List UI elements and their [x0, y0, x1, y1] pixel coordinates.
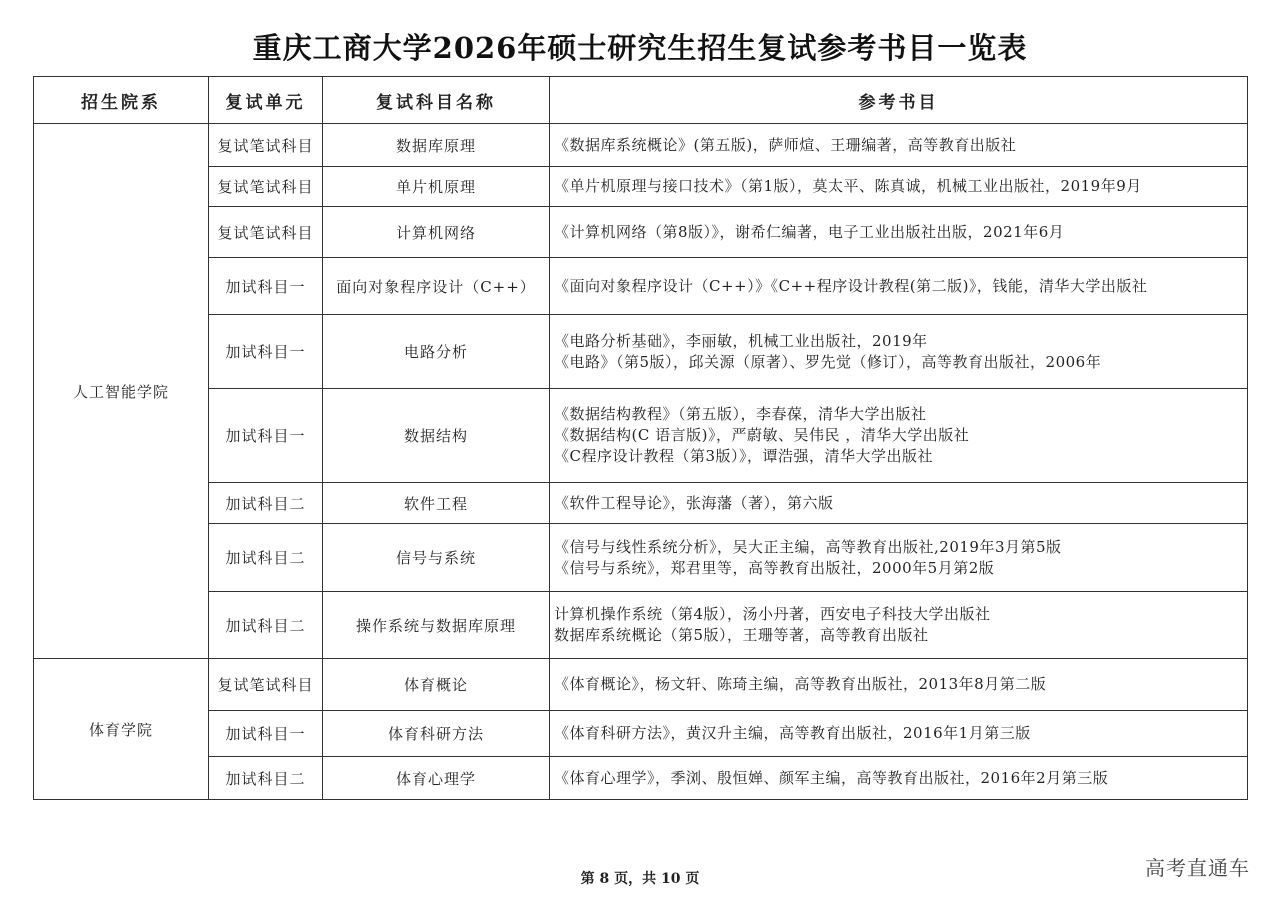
reference-line: 《电路分析基础》，李丽敏，机械工业出版社，2019年	[554, 331, 928, 350]
subject-cell: 信号与系统	[323, 524, 550, 592]
unit-cell: 加试科目一	[209, 389, 323, 483]
unit-cell: 加试科目二	[209, 483, 323, 524]
table-row	[34, 389, 1248, 483]
header-college: 招生院系	[34, 77, 209, 124]
unit-cell: 加试科目二	[209, 592, 323, 659]
reference-line: 《单片机原理与接口技术》（第1版），莫太平、陈真诚，机械工业出版社，2019年9月	[554, 177, 1142, 195]
subject-cell: 操作系统与数据库原理	[323, 592, 550, 659]
reference-cell	[550, 659, 1248, 711]
reference-line: 计算机操作系统（第4版），汤小丹著，西安电子科技大学出版社	[554, 605, 991, 623]
subject-cell: 体育概论	[323, 659, 550, 711]
subject-cell: 数据库原理	[323, 124, 550, 167]
reference-line: 《体育心理学》，季浏、殷恒婵、颜军主编，高等教育出版社，2016年2月第三版	[554, 768, 1109, 787]
reference-line: 《数据库系统概论》(第五版)，萨师煊、王珊编著，高等教育出版社	[554, 135, 1017, 154]
reference-cell	[550, 592, 1248, 659]
reference-cell	[550, 124, 1248, 167]
table-row	[34, 167, 1248, 207]
reference-line: 《数据结构教程》（第五版），李春葆，清华大学出版社	[554, 405, 927, 423]
subject-cell: 计算机网络	[323, 207, 550, 258]
reference-line: 《面向对象程序设计（C++）》《C++程序设计教程(第二版)》，钱能，清华大学出版社	[554, 276, 1148, 295]
reference-line: 《计算机网络（第8版）》，谢希仁编著，电子工业出版社出版，2021年6月	[554, 222, 1065, 241]
header-subject: 复试科目名称	[323, 77, 550, 124]
reference-cell	[550, 711, 1248, 757]
table-row	[34, 524, 1248, 592]
subject-cell: 电路分析	[323, 315, 550, 389]
reference-cell	[550, 524, 1248, 592]
page-title: 重庆工商大学2026年硕士研究生招生复试参考书目一览表	[252, 31, 1028, 65]
reference-line: 《信号与系统》，郑君里等，高等教育出版社，2000年5月第2版	[554, 558, 995, 577]
subject-cell: 体育心理学	[323, 757, 550, 800]
reference-cell	[550, 167, 1248, 207]
unit-cell: 复试笔试科目	[209, 124, 323, 167]
header-reference: 参考书目	[550, 77, 1248, 124]
table-row	[34, 124, 1248, 167]
reference-line: 《软件工程导论》，张海藩（著），第六版	[554, 493, 834, 512]
table-row	[34, 757, 1248, 800]
page-number: 第 8 页，共 10 页	[580, 871, 700, 887]
unit-cell: 加试科目一	[209, 258, 323, 315]
reference-line: 《信号与线性系统分析》，吴大正主编，高等教育出版社,2019年3月第5版	[554, 537, 1062, 556]
reference-line: 《体育概论》，杨文轩、陈琦主编，高等教育出版社，2013年8月第二版	[554, 675, 1047, 693]
header-unit: 复试单元	[209, 77, 323, 124]
table-row	[34, 315, 1248, 389]
watermark-text: 高考直通车	[1145, 856, 1250, 880]
reference-cell	[550, 389, 1248, 483]
reference-cell	[550, 258, 1248, 315]
table-row	[34, 659, 1248, 711]
reference-book-table	[33, 76, 1248, 800]
subject-cell: 体育科研方法	[323, 711, 550, 757]
reference-line: 《体育科研方法》，黄汉升主编，高等教育出版社，2016年1月第三版	[554, 724, 1031, 742]
reference-cell	[550, 207, 1248, 258]
unit-cell: 加试科目二	[209, 757, 323, 800]
table-row	[34, 483, 1248, 524]
unit-cell: 复试笔试科目	[209, 167, 323, 207]
unit-cell: 加试科目二	[209, 524, 323, 592]
unit-cell: 复试笔试科目	[209, 659, 323, 711]
table-header-row	[34, 77, 1248, 124]
reference-line: 《数据结构(C 语言版)》，严蔚敏、吴伟民 ，清华大学出版社	[554, 426, 970, 444]
subject-cell: 软件工程	[323, 483, 550, 524]
reference-line: 数据库系统概论（第5版），王珊等著，高等教育出版社	[554, 626, 929, 644]
unit-cell: 加试科目一	[209, 711, 323, 757]
subject-cell: 数据结构	[323, 389, 550, 483]
college-cell: 体育学院	[34, 659, 209, 800]
table-row	[34, 711, 1248, 757]
reference-cell	[550, 315, 1248, 389]
subject-cell: 单片机原理	[323, 167, 550, 207]
unit-cell: 加试科目一	[209, 315, 323, 389]
unit-cell: 复试笔试科目	[209, 207, 323, 258]
reference-cell	[550, 483, 1248, 524]
table-row	[34, 592, 1248, 659]
college-cell: 人工智能学院	[34, 124, 209, 659]
subject-cell: 面向对象程序设计（C++）	[323, 258, 550, 315]
table-row	[34, 207, 1248, 258]
reference-line: 《C程序设计教程（第3版）》，谭浩强，清华大学出版社	[554, 447, 934, 465]
table-row	[34, 258, 1248, 315]
reference-cell	[550, 757, 1248, 800]
reference-line: 《电路》（第5版），邱关源（原著）、罗先觉（修订），高等教育出版社，2006年	[554, 352, 1102, 371]
